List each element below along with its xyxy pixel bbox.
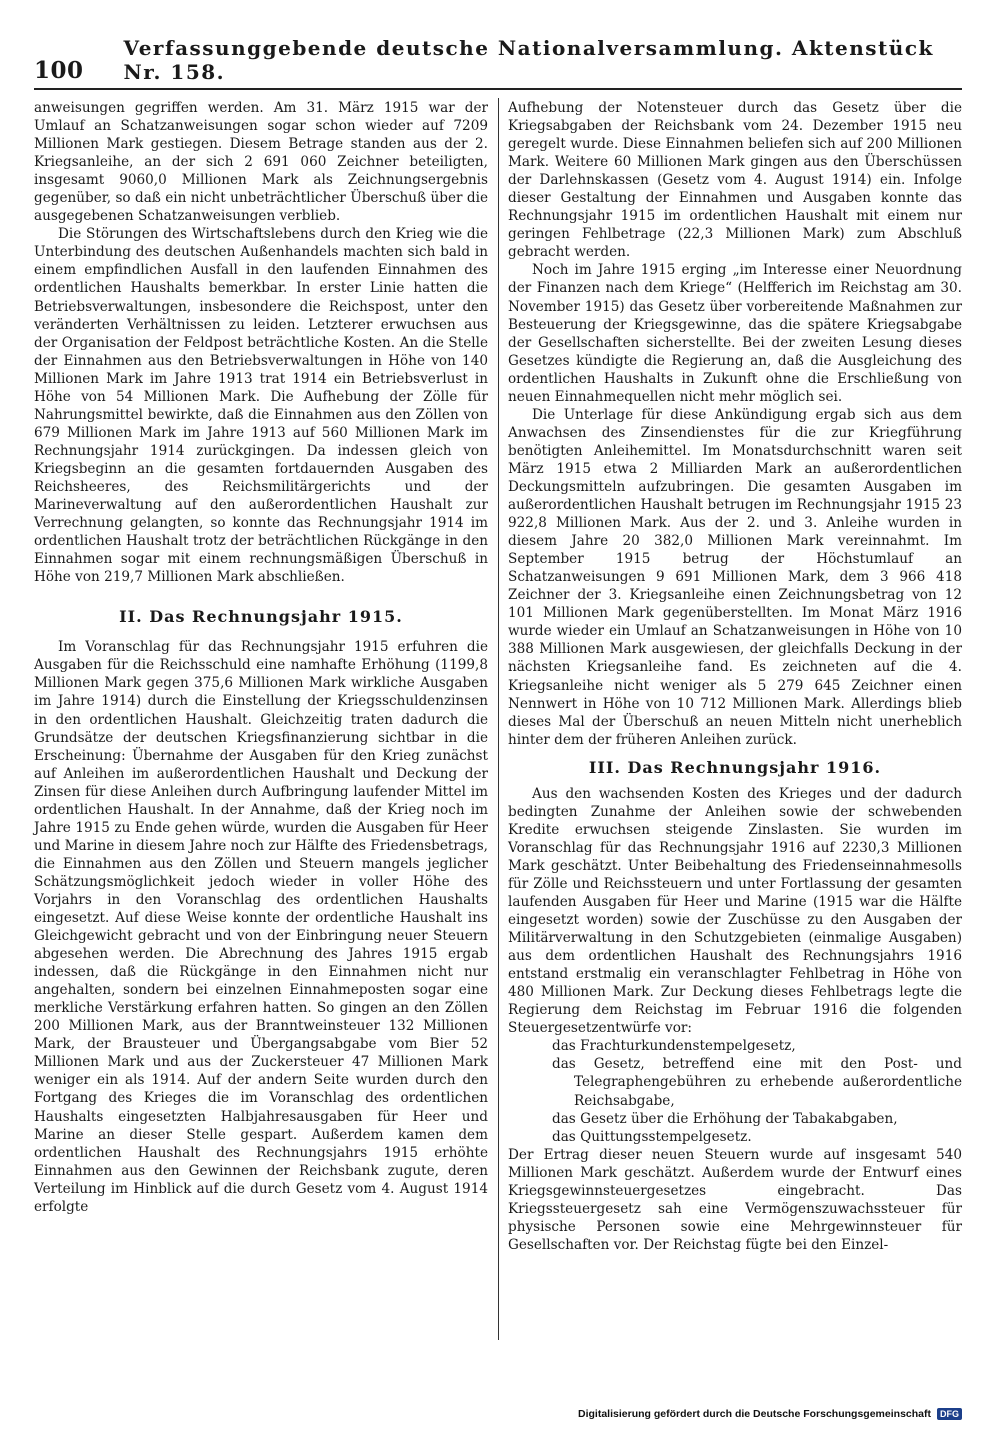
footer-credit [578, 1408, 962, 1420]
list-item: das Frachturkundenstempelgesetz, [552, 1038, 796, 1055]
paragraph: anweisungen gegriffen werden. Am 31. März 1915 war der Umlauf an Schatzanweisungen sogar schon wieder auf 7209 Millionen Mark gestiegen. Diesem Betrage standen aus der 2. Kriegsanleihe, an der sich 2 691 060 Zeichner beteiligten, insgesamt 9060,0 Millionen Mark als Zeichnungsergebnis gegenüber, so daß ein nicht unbeträchtlicher Überschuß über die ausgegebenen Schatzanweisungen verblieb. [34, 100, 488, 225]
paragraph: Aus den wachsenden Kosten des Krieges und der dadurch bedingten Zunahme der Anleihen sowie der schwebenden Kredite erwuchsen steigende Zinslasten. Sie wurden im Voranschlag für das Rechnungsjahr 1916 auf 2230,3 Millionen Mark geschätzt. Unter Beibehaltung des Friedenseinnahmesolls für Zölle und Reichssteuern und unter Fortlassung der gesamten laufenden Ausgaben für Heer und Marine (1915 war die Hälfte eingesetzt worden) sowie der Zuschüsse zu den Ausgaben der Militärverwaltung in den Schutzgebieten (einmalige Ausgaben) aus dem ordentlichen Haushalt des Rechnungsjahrs 1916 entstand erstmalig ein veranschlagter Fehlbetrag in Höhe von 480 Millionen Mark. Zur Deckung dieses Fehlbetrags legte die Regierung dem Reichstag im Februar 1916 die folgenden Steuergesetzentwürfe vor: [508, 785, 962, 1037]
left-column [34, 99, 488, 1216]
paragraph: Noch im Jahre 1915 erging „im Interesse einer Neuordnung der Finanzen nach dem Kriege“ (Helfferich im Reichstag am 30. November 1915) das Gesetz über vorbereitende Maßnahmen zur Besteuerung der Kriegsgewinne, das die spätere Kriegsabgabe der Gesellschaften sicherstellte. Bei der zweiten Lesung dieses Gesetzes kündigte die Regierung an, daß die Ausgleichung des ordentlichen Haushalts in Zukunft ohne die Erschließung von neuen Einnahmequellen nicht mehr möglich sei. [508, 262, 962, 405]
section-heading: III. Das Rechnungsjahr 1916. [588, 757, 882, 777]
page-header [34, 36, 962, 90]
list-item: das Gesetz über die Erhöhung der Tabakabgaben, [552, 1110, 898, 1127]
paragraph: Die Störungen des Wirtschaftslebens durch den Krieg wie die Unterbindung des deutschen Außenhandels machten sich bald in einem empfindlichen Ausfall in den laufenden Einnahmen des ordentlichen Haushalts bemerkbar. In erster Linie hatten die Betriebsverwaltungen, insbesondere die Reichspost, unter den veränderten Verhältnissen zu leiden. Letzterer erwuchsen aus der Organisation der Feldpost beträchtliche Kosten. An die Stelle der Einnahmen aus den Betriebsverwaltungen in Höhe von 140 Millionen Mark im Jahre 1913 trat 1914 ein Betriebsverlust in Höhe von 54 Millionen Mark. Die Aufhebung der Zölle für Nahrungsmittel bewirkte, daß die Einnahmen aus den Zöllen von 679 Millionen Mark im Jahre 1913 auf 560 Millionen Mark im Rechnungsjahr 1914 zurückgingen. Da indessen gleich von Kriegsbeginn an die gesamten fortdauernden Ausgaben des Reichsheeres, des Reichsmilitärgerichts und der Marineverwaltung auf den außerordentlichen Haushalt zur Verrechnung gelangten, so konnte das Rechnungsjahr 1914 im ordentlichen Haushalt trotz der beträchtlichen Rückgänge in den Einnahmen sogar mit einem rechnungsmäßigen Überschuß in Höhe von 219,7 Millionen Mark abschließen. [34, 226, 488, 586]
paragraph: Die Unterlage für diese Ankündigung ergab sich aus dem Anwachsen des Zinsendienstes für die zur Kriegführung benötigten Anleihemittel. Im Monatsdurchschnitt waren seit März 1915 etwa 2 Milliarden Mark an außerordentlichen Deckungsmitteln aufzubringen. Die gesamten Ausgaben im außerordentlichen Haushalt betrugen im Rechnungsjahr 1915 23 922,8 Millionen Mark. Aus der 2. und 3. Anleihe wurden in diesem Jahre 20 382,0 Millionen Mark vereinnahmt. Im September 1915 betrug der Höchstumlauf an Schatzanweisungen 9 691 Millionen Mark, dem 3 966 418 Zeichner der 3. Kriegsanleihe einen Zeichnungsbetrag von 12 101 Millionen Mark gegenüberstellten. Im Monat März 1916 wurde wieder ein Umlauf an Schatzanweisungen in Höhe von 10 388 Millionen Mark ausgewiesen, der gleichfalls Deckung in der nächsten Kriegsanleihe fand. Es zeichneten auf die 4. Kriegsanleihe nicht weniger als 5 279 645 Zeichner einen Nennwert in Höhe von 10 712 Millionen Mark. Allerdings blieb dieses Mal der Überschuß an neuen Mitteln nicht unerheblich hinter dem der früheren Anleihen zurück. [508, 406, 962, 748]
paragraph: Der Ertrag dieser neuen Steuern wurde auf insgesamt 540 Millionen Mark geschätzt. Außerdem wurde der Entwurf eines Kriegsgewinnsteuergesetzes eingebracht. Das Kriegssteuergesetz sah eine Vermögenszuwachssteuer für physische Personen sowie eine Mehrgewinnsteuer für Gesellschaften vor. Der Reichstag fügte bei den Einzel- [508, 1146, 962, 1253]
paragraph: Aufhebung der Notensteuer durch das Gesetz über die Kriegsabgaben der Reichsbank vom 24. Dezember 1915 neu geregelt wurde. Diese Einnahmen beliefen sich auf 200 Millionen Mark. Weitere 60 Millionen Mark gingen aus den Überschüssen der Darlehnskassen (Gesetz vom 4. August 1914) ein. Infolge dieser Gestaltung der Einnahmen und Ausgaben konnte das Rechnungsjahr 1915 im ordentlichen Haushalt mit einem nur geringen Fehlbetrage (22,3 Millionen Mark) zum Abschluß gebracht werden. [508, 100, 962, 261]
footer-text: Digitalisierung gefördert durch die Deutsche Forschungsgemeinschaft [578, 1408, 931, 1420]
page-number: 100 [34, 57, 84, 84]
dfg-logo: DFG [937, 1408, 962, 1420]
paragraph: Im Voranschlag für das Rechnungsjahr 1915 erfuhren die Ausgaben für die Reichsschuld eine namhafte Erhöhung (1199,8 Millionen Mark gegen 375,6 Millionen Mark wirkliche Ausgaben im Jahre 1914) durch die Einstellung der Kriegsschuldenzinsen in den ordentlichen Haushalt. Gleichzeitig traten dadurch die Grundsätze der deutschen Kriegsfinanzierung sichtbar in die Erscheinung: Übernahme der Ausgaben für den Krieg zunächst auf Anleihen im außerordentlichen Haushalt und Deckung der Zinsen für diese Anleihen durch Aufbringung laufender Mittel im ordentlichen Haushalt. In der Annahme, daß der Krieg noch im Jahre 1915 zu Ende gehen würde, wurden die Ausgaben für Heer und Marine in diesem Jahre noch zur Hälfte des Friedensbetrags, die Einnahmen aus den Zöllen und Steuern mangels jeglicher Schätzungsmöglichkeit jedoch wieder in voller Höhe des Vorjahrs in den Voranschlag des ordentlichen Haushalts eingesetzt. Auf diese Weise konnte der ordentliche Haushalt ins Gleichgewicht gebracht und von der Einbringung neuer Steuern abgesehen werden. Die Abrechnung des Jahres 1915 ergab indessen, daß die Rückgänge in den Einnahmen nicht nur angehalten, sondern bei einzelnen Einnahmeposten sogar eine merkliche Verstärkung erfahren hatten. So gingen an den Zöllen 200 Millionen Mark, aus der Branntweinsteuer 132 Millionen Mark, der Brausteuer und Übergangsabgabe vom Bier 52 Millionen Mark und aus der Zuckersteuer 47 Millionen Mark weniger ein als 1914. Auf der andern Seite wurden durch den Fortgang des Krieges die im Voranschlag des ordentlichen Haushalts eingesetzten Halbjahresausgaben für Heer und Marine an dieser Stelle gespart. Außerdem kamen dem ordentlichen Haushalt des Rechnungsjahrs 1915 erhöhte Einnahmen aus den Gewinnen der Reichsbank zugute, deren Verteilung im Hinblick auf die durch Gesetz vom 4. August 1914 erfolgte [34, 639, 488, 1215]
running-title: Verfassunggebende deutsche Nationalversammlung. Aktenstück Nr. 158. [123, 36, 934, 84]
section-heading: II. Das Rechnungsjahr 1915. [119, 607, 403, 627]
list-item: das Quittungsstempelgesetz. [552, 1128, 752, 1145]
list-item: das Gesetz, betreffend eine mit den Post- und Telegraphengebühren zu erhebende außerordentliche Reichsabgabe, [552, 1056, 962, 1109]
right-column [508, 99, 962, 1254]
tax-bill-list [508, 1037, 962, 1145]
column-divider [498, 98, 499, 1340]
